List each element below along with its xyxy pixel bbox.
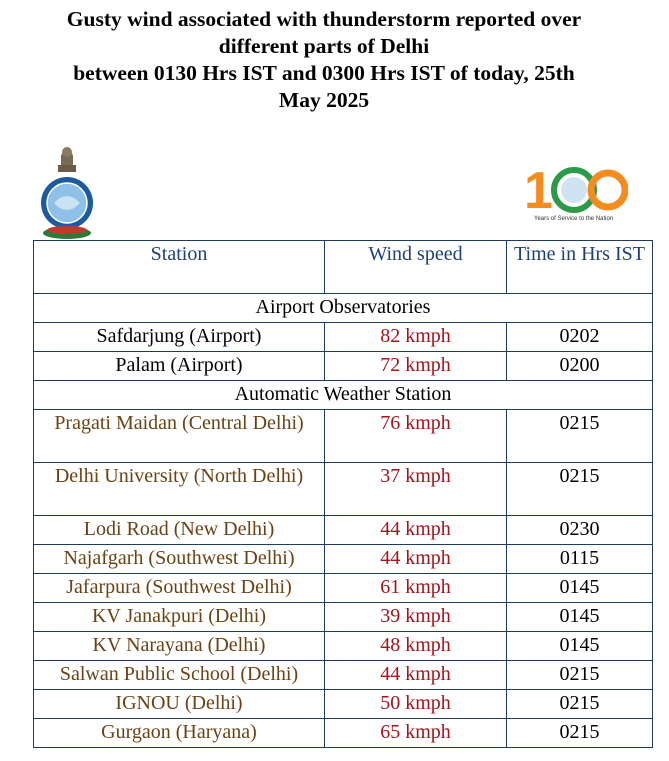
station-name: Palam (Airport) (34, 352, 325, 381)
table-row (34, 574, 653, 603)
wind-speed-value: 37 kmph (325, 463, 507, 516)
table-row (34, 661, 653, 690)
title-line-2: different parts of Delhi (218, 34, 430, 58)
wind-speed-value: 50 kmph (325, 690, 507, 719)
wind-speed-value: 61 kmph (325, 574, 507, 603)
station-name: KV Narayana (Delhi) (34, 632, 325, 661)
time-value: 0200 (507, 352, 653, 381)
150-years-logo-icon (522, 158, 628, 230)
station-name: Gurgaon (Haryana) (34, 719, 325, 748)
section-row (34, 381, 653, 410)
svg-text:1: 1 (524, 162, 553, 220)
time-value: 0145 (507, 574, 653, 603)
table-row (34, 463, 653, 516)
wind-speed-value: 76 kmph (325, 410, 507, 463)
time-value: 0215 (507, 463, 653, 516)
table-row (34, 690, 653, 719)
station-name: Delhi University (North Delhi) (34, 463, 325, 516)
table-row (34, 352, 653, 381)
imd-emblem-icon (36, 145, 98, 245)
station-name: Najafgarh (Southwest Delhi) (34, 545, 325, 574)
wind-speed-value: 65 kmph (325, 719, 507, 748)
time-value: 0145 (507, 632, 653, 661)
station-name: KV Janakpuri (Delhi) (34, 603, 325, 632)
table-row (34, 323, 653, 352)
title-line-4: May 2025 (278, 88, 370, 112)
wind-speed-value: 72 kmph (325, 352, 507, 381)
wind-speed-table (33, 240, 653, 748)
wind-speed-value: 44 kmph (325, 545, 507, 574)
table-row (34, 603, 653, 632)
time-value: 0215 (507, 410, 653, 463)
time-value: 0202 (507, 323, 653, 352)
station-name: IGNOU (Delhi) (34, 690, 325, 719)
150-years-tagline: Years of Service to the Nation (534, 216, 614, 222)
title-line-1: Gusty wind associated with thunderstorm reported over (66, 7, 582, 31)
table-row (34, 545, 653, 574)
header-wind-speed: Wind speed (325, 241, 507, 294)
section-row (34, 294, 653, 323)
time-value: 0115 (507, 545, 653, 574)
table-row (34, 516, 653, 545)
time-value: 0230 (507, 516, 653, 545)
wind-speed-value: 48 kmph (325, 632, 507, 661)
table-row (34, 410, 653, 463)
section-automatic-weather-station: Automatic Weather Station (34, 381, 653, 410)
header-time: Time in Hrs IST (507, 241, 653, 294)
table-header-row (34, 241, 653, 294)
wind-speed-value: 44 kmph (325, 516, 507, 545)
station-name: Lodi Road (New Delhi) (34, 516, 325, 545)
table-row (34, 632, 653, 661)
title-line-3: between 0130 Hrs IST and 0300 Hrs IST of today, 25th (73, 61, 575, 85)
time-value: 0145 (507, 603, 653, 632)
time-value: 0215 (507, 719, 653, 748)
lion-capital-icon (58, 147, 76, 172)
time-value: 0215 (507, 690, 653, 719)
station-name: Salwan Public School (Delhi) (34, 661, 325, 690)
header-station: Station (34, 241, 325, 294)
station-name: Jafarpura (Southwest Delhi) (34, 574, 325, 603)
wind-speed-value: 44 kmph (325, 661, 507, 690)
station-name: Safdarjung (Airport) (34, 323, 325, 352)
wind-speed-value: 39 kmph (325, 603, 507, 632)
station-name: Pragati Maidan (Central Delhi) (34, 410, 325, 463)
section-airport-observatories: Airport Observatories (34, 294, 653, 323)
table-row (34, 719, 653, 748)
wind-speed-value: 82 kmph (325, 323, 507, 352)
time-value: 0215 (507, 661, 653, 690)
page-title (14, 6, 634, 114)
